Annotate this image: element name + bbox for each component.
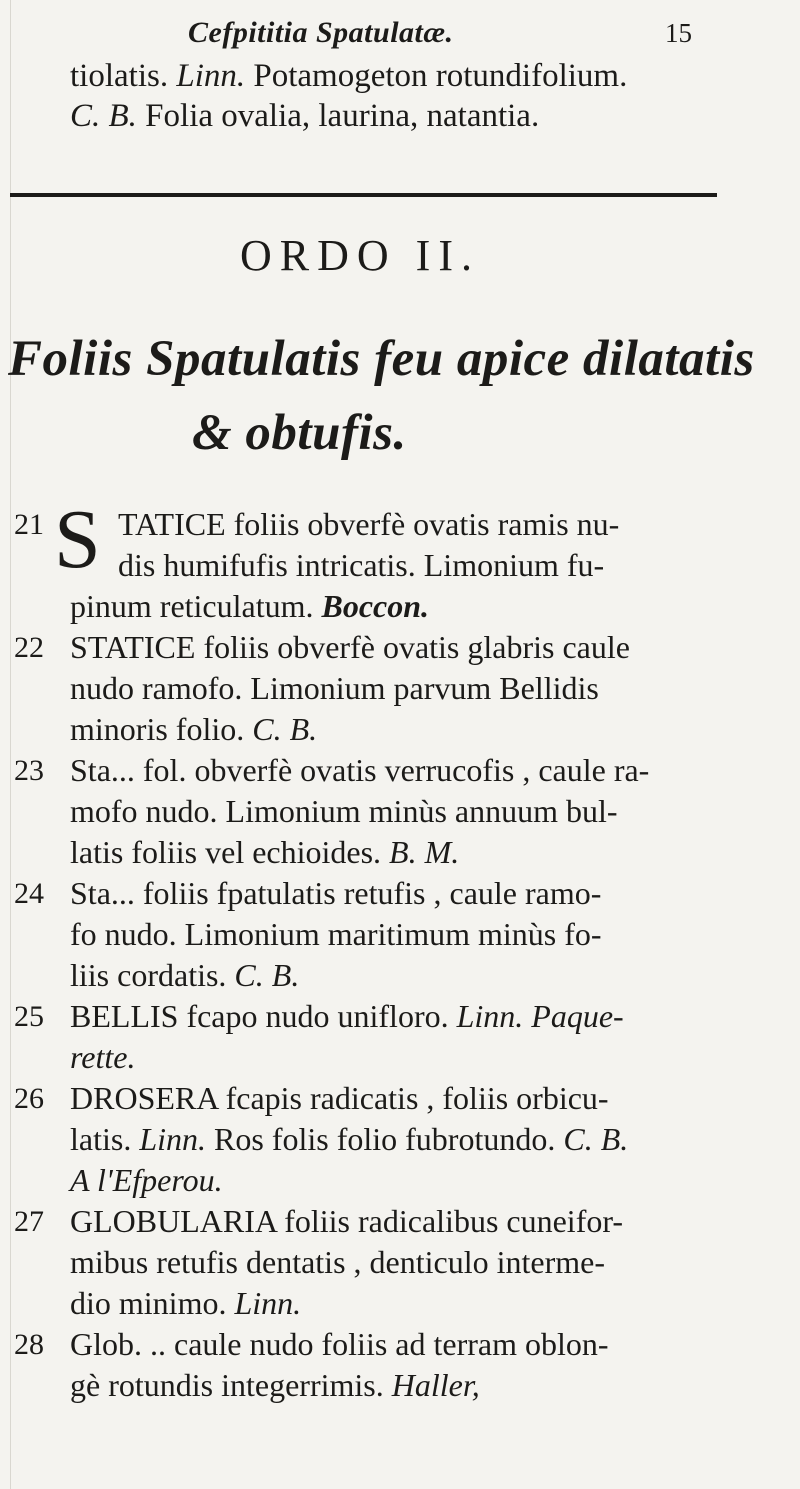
entry-22-line-2: nudo ramofo. Limonium parvum Bellidis: [70, 670, 599, 706]
running-head-title: Cefpititia Spatulatæ.: [188, 16, 454, 49]
entry-23-line-2: mofo nudo. Limonium minùs annuum bul-: [70, 793, 618, 829]
entry-21-line-1: TATICE foliis obverfè ovatis ramis nu-: [118, 506, 620, 542]
entry-25-line-1: BELLIS fcapo nudo unifloro. Linn. Paque-: [70, 998, 624, 1034]
entry-number: 28: [14, 1328, 44, 1361]
entry-28-line-1: Glob. .. caule nudo foliis ad terram oblon-: [70, 1326, 609, 1362]
entry-number: 23: [14, 754, 44, 787]
entry-22-line-3: minoris folio. C. B.: [70, 711, 318, 747]
entry-25-line-2: rette.: [70, 1039, 136, 1075]
entry-23-line-3: latis foliis vel echioides. B. M.: [70, 834, 460, 870]
entry-23-line-1: Sta... fol. obverfè ovatis verrucofis , caule ra-: [70, 752, 650, 788]
ordo-heading: ORDO II.: [240, 231, 480, 280]
running-head: [0, 6, 800, 49]
entry-22-line-1: STATICE foliis obverfè ovatis glabris caule: [70, 629, 630, 665]
entry-24-line-2: fo nudo. Limonium maritimum minùs fo-: [70, 916, 602, 952]
entry-number: 24: [14, 877, 44, 910]
entry-27-line-2: mibus retufis dentatis , denticulo interme-: [70, 1244, 605, 1280]
entry-number: 25: [14, 1000, 44, 1033]
entry-number: 22: [14, 631, 44, 664]
section-heading-line-2: & obtufis.: [192, 405, 407, 461]
entry-21-line-2: dis humifufis intricatis. Limonium fu-: [118, 547, 605, 583]
page-number: 15: [665, 18, 692, 48]
section-rule: [10, 193, 717, 197]
entry-21-line-3: pinum reticulatum. Boccon.: [70, 588, 430, 624]
continuation-line-2: C. B. Folia ovalia, laurina, natantia.: [70, 98, 540, 134]
entry-number: 27: [14, 1205, 44, 1238]
entry-26-line-3: A l'Efperou.: [70, 1162, 223, 1198]
entry-27-line-3: dio minimo. Linn.: [70, 1285, 302, 1321]
entry-28-line-2: gè rotundis integerrimis. Haller,: [70, 1367, 480, 1403]
entry-24-line-1: Sta... foliis fpatulatis retufis , caule ramo-: [70, 875, 602, 911]
continuation-line-1: tiolatis. Linn. Potamogeton rotundifolium.: [70, 58, 628, 94]
page-edge: [10, 0, 11, 1489]
entry-27-line-1: GLOBULARIA foliis radicalibus cuneifor-: [70, 1203, 624, 1239]
entry-26-line-1: DROSERA fcapis radicatis , foliis orbicu-: [70, 1080, 609, 1116]
entry-26-line-2: latis. Linn. Ros folis folio fubrotundo. C. B.: [70, 1121, 629, 1157]
entry-24-line-3: liis cordatis. C. B.: [70, 957, 300, 993]
entry-number: 21: [14, 508, 44, 541]
entry-number: 26: [14, 1082, 44, 1115]
drop-capital: S: [54, 493, 101, 586]
section-heading-line-1: Foliis Spatulatis feu apice dilatatis: [8, 331, 755, 387]
